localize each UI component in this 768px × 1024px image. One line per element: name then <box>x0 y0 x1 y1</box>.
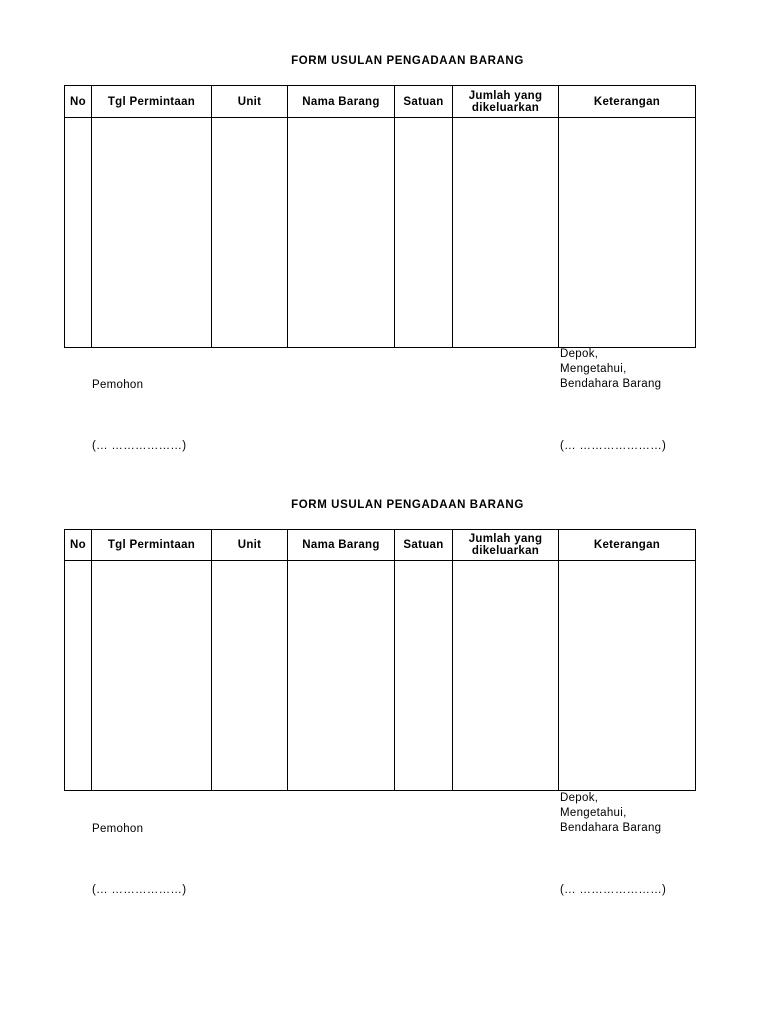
cell-unit[interactable] <box>212 118 288 348</box>
column-header-unit: Unit <box>212 86 288 118</box>
applicant-label: Pemohon <box>92 379 144 391</box>
form-2 <box>0 499 768 919</box>
cell-quantity[interactable] <box>453 561 559 791</box>
cell-quantity[interactable] <box>453 118 559 348</box>
column-header-request-date: Tgl Permintaan <box>92 86 212 118</box>
column-header-remarks: Keterangan <box>559 530 696 561</box>
table-header-row <box>65 86 696 118</box>
column-header-item-name: Nama Barang <box>288 530 395 561</box>
column-header-remarks: Keterangan <box>559 86 696 118</box>
approver-role: Bendahara Barang <box>560 378 662 390</box>
place-date: Depok, <box>560 348 599 360</box>
column-header-unit: Unit <box>212 530 288 561</box>
approver-role: Bendahara Barang <box>560 822 662 834</box>
column-header-no: No <box>65 530 92 561</box>
acknowledged-label: Mengetahui, <box>560 807 627 819</box>
request-table <box>64 85 696 348</box>
table-header-row <box>65 530 696 561</box>
cell-request-date[interactable] <box>92 561 212 791</box>
cell-no[interactable] <box>65 118 92 348</box>
column-header-quantity: Jumlah yang dikeluarkan <box>453 86 559 118</box>
column-header-no: No <box>65 86 92 118</box>
form-title: FORM USULAN PENGADAAN BARANG <box>291 499 524 511</box>
cell-item-name[interactable] <box>288 118 395 348</box>
table-row <box>65 561 696 791</box>
table-row <box>65 118 696 348</box>
form-title: FORM USULAN PENGADAAN BARANG <box>291 55 524 67</box>
column-header-item-name: Nama Barang <box>288 86 395 118</box>
cell-no[interactable] <box>65 561 92 791</box>
cell-item-name[interactable] <box>288 561 395 791</box>
acknowledged-label: Mengetahui, <box>560 363 627 375</box>
applicant-label: Pemohon <box>92 823 144 835</box>
approver-signature-line: (… …………………) <box>560 884 667 896</box>
approver-signature-line: (… …………………) <box>560 440 667 452</box>
column-header-quantity: Jumlah yang dikeluarkan <box>453 530 559 561</box>
applicant-signature-line: (… ………………) <box>92 884 187 896</box>
cell-unit-of-measure[interactable] <box>395 118 453 348</box>
column-header-request-date: Tgl Permintaan <box>92 530 212 561</box>
applicant-signature-line: (… ………………) <box>92 440 187 452</box>
column-header-unit-of-measure: Satuan <box>395 86 453 118</box>
form-1 <box>0 55 768 475</box>
cell-request-date[interactable] <box>92 118 212 348</box>
cell-unit-of-measure[interactable] <box>395 561 453 791</box>
column-header-unit-of-measure: Satuan <box>395 530 453 561</box>
place-date: Depok, <box>560 792 599 804</box>
cell-unit[interactable] <box>212 561 288 791</box>
request-table <box>64 529 696 791</box>
cell-remarks[interactable] <box>559 118 696 348</box>
cell-remarks[interactable] <box>559 561 696 791</box>
